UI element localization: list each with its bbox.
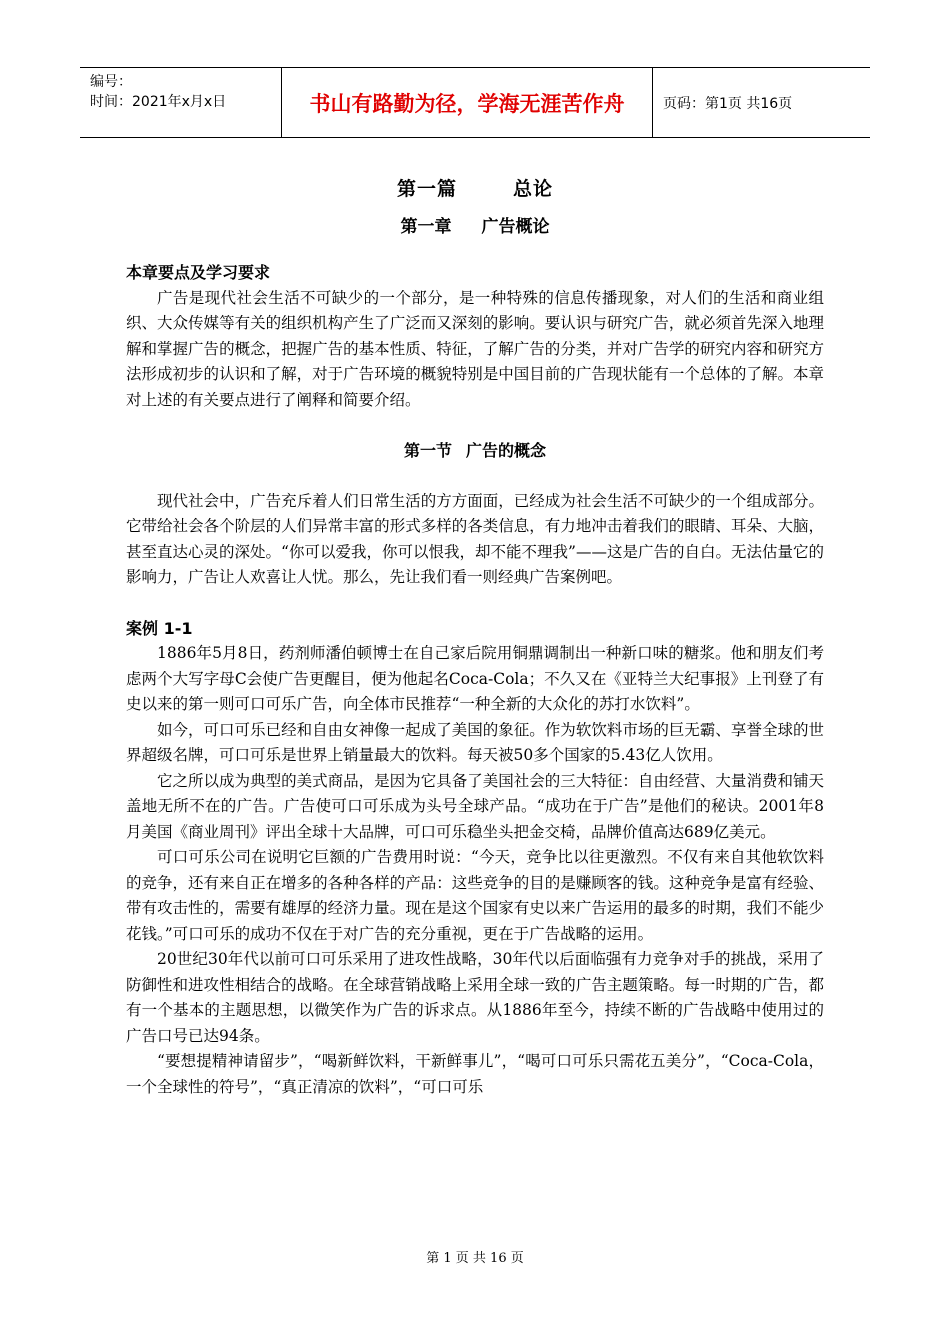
header-motto: 书山有路勤为径，学海无涯苦作舟 [282, 68, 653, 137]
case-paragraph: 20世纪30年代以前可口可乐采用了进攻性战略，30年代以后面临强有力竞争对手的挑战，采用了防御性和进攻性相结合的战略。在全球营销战略上采用全球一致的广告主题策略。每一时期的广告，都有一个基本的主题思想，以微笑作为广告的诉求点。从1886年至今，持续不断的广告战略中使用过的广告口号已达94条。 [126, 950, 824, 1045]
case-paragraph: 可口可乐公司在说明它巨额的广告费用时说：“今天，竞争比以往更激烈。不仅有来自其他软饮料的竞争，还有来自正在增多的各种各样的产品：这些竞争的目的是赚顾客的钱。这种竞争是富有经验、带有攻击性的，需要有雄厚的经济力量。现在是这个国家有史以来广告运用的最多的时期，我们不能少花钱。”可口可乐的成功不仅在于对广告的充分重视，更在于广告战略的运用。 [126, 848, 824, 943]
part-title [0, 174, 950, 201]
requirements-heading: 本章要点及学习要求 [126, 263, 271, 282]
case-heading: 案例 1-1 [126, 618, 193, 638]
header-page-info: 页码：第1页 共16页 [663, 95, 793, 112]
header-meta [80, 68, 282, 137]
section-title [126, 438, 824, 464]
chapter-number: 第一章 [400, 217, 452, 237]
part-name: 总论 [513, 178, 554, 200]
chapter-name: 广告概论 [481, 217, 550, 237]
section-name: 广告的概念 [466, 441, 547, 460]
section-paragraph: 现代社会中，广告充斥着人们日常生活的方方面面，已经成为社会生活不可缺少的一个组成部分。它带给社会各个阶层的人们异常丰富的形式多样的各类信息，有力地冲击着我们的眼睛、耳朵、大脑，甚至直达心灵的深处。“你可以爱我，你可以恨我，却不能不理我”——这是广告的自白。无法估量它的影响力，广告让人欢喜让人忧。那么，先让我们看一则经典广告案例吧。 [126, 491, 824, 586]
part-number: 第一篇 [396, 178, 457, 200]
requirements-paragraph: 广告是现代社会生活不可缺少的一个部分，是一种特殊的信息传播现象，对人们的生活和商业组织、大众传媒等有关的组织机构产生了广泛而又深刻的影响。要认识与研究广告，就必须首先深入地理解和掌握广告的概念，把握广告的基本性质、特征，了解广告的分类，并对广告学的研究内容和研究方法形成初步的认识和了解，对于广告环境的概貌特别是中国目前的广告现状能有一个总体的了解。本章对上述的有关要点进行了阐释和简要介绍。 [126, 288, 824, 409]
page-footer: 第 1 页 共 16 页 [426, 1251, 524, 1266]
doc-code-label: 编号： [90, 74, 132, 90]
page-header [80, 67, 870, 138]
case-paragraph: 它之所以成为典型的美式商品，是因为它具备了美国社会的三大特征：自由经营、大量消费和铺天盖地无所不在的广告。广告使可口可乐成为头号全球产品。“成功在于广告”是他们的秘诀。2001年8月美国《商业周刊》评出全球十大品牌，可口可乐稳坐头把金交椅，品牌价值高达689亿美元。 [126, 771, 824, 841]
case-paragraph: 1886年5月8日，药剂师潘伯顿博士在自己家后院用铜鼎调制出一种新口味的糖浆。他和朋友们考虑两个大写字母C会使广告更醒目，便为他起名Coca-Cola；不久又在《亚特兰大纪事报》上刊登了有史以来的第一则可口可乐广告，向全体市民推荐“一种全新的大众化的苏打水饮料”。 [126, 644, 824, 713]
case-paragraph: 如今，可口可乐已经和自由女神像一起成了美国的象征。作为软饮料市场的巨无霸、享誉全球的世界超级名牌，可口可乐是世界上销量最大的饮料。每天被50多个国家的5.43亿人饮用。 [126, 720, 824, 764]
chapter-title [0, 212, 950, 237]
section-number: 第一节 [403, 441, 452, 460]
document-body [126, 260, 824, 1100]
doc-date: 时间：2021年x月x日 [90, 94, 227, 110]
case-paragraph: “要想提精神请留步”，“喝新鲜饮料，干新鲜事儿”，“喝可口可乐只需花五美分”，“Coca-Cola，一个全球性的符号”，“真正清凉的饮料”，“可口可乐 [126, 1052, 824, 1096]
